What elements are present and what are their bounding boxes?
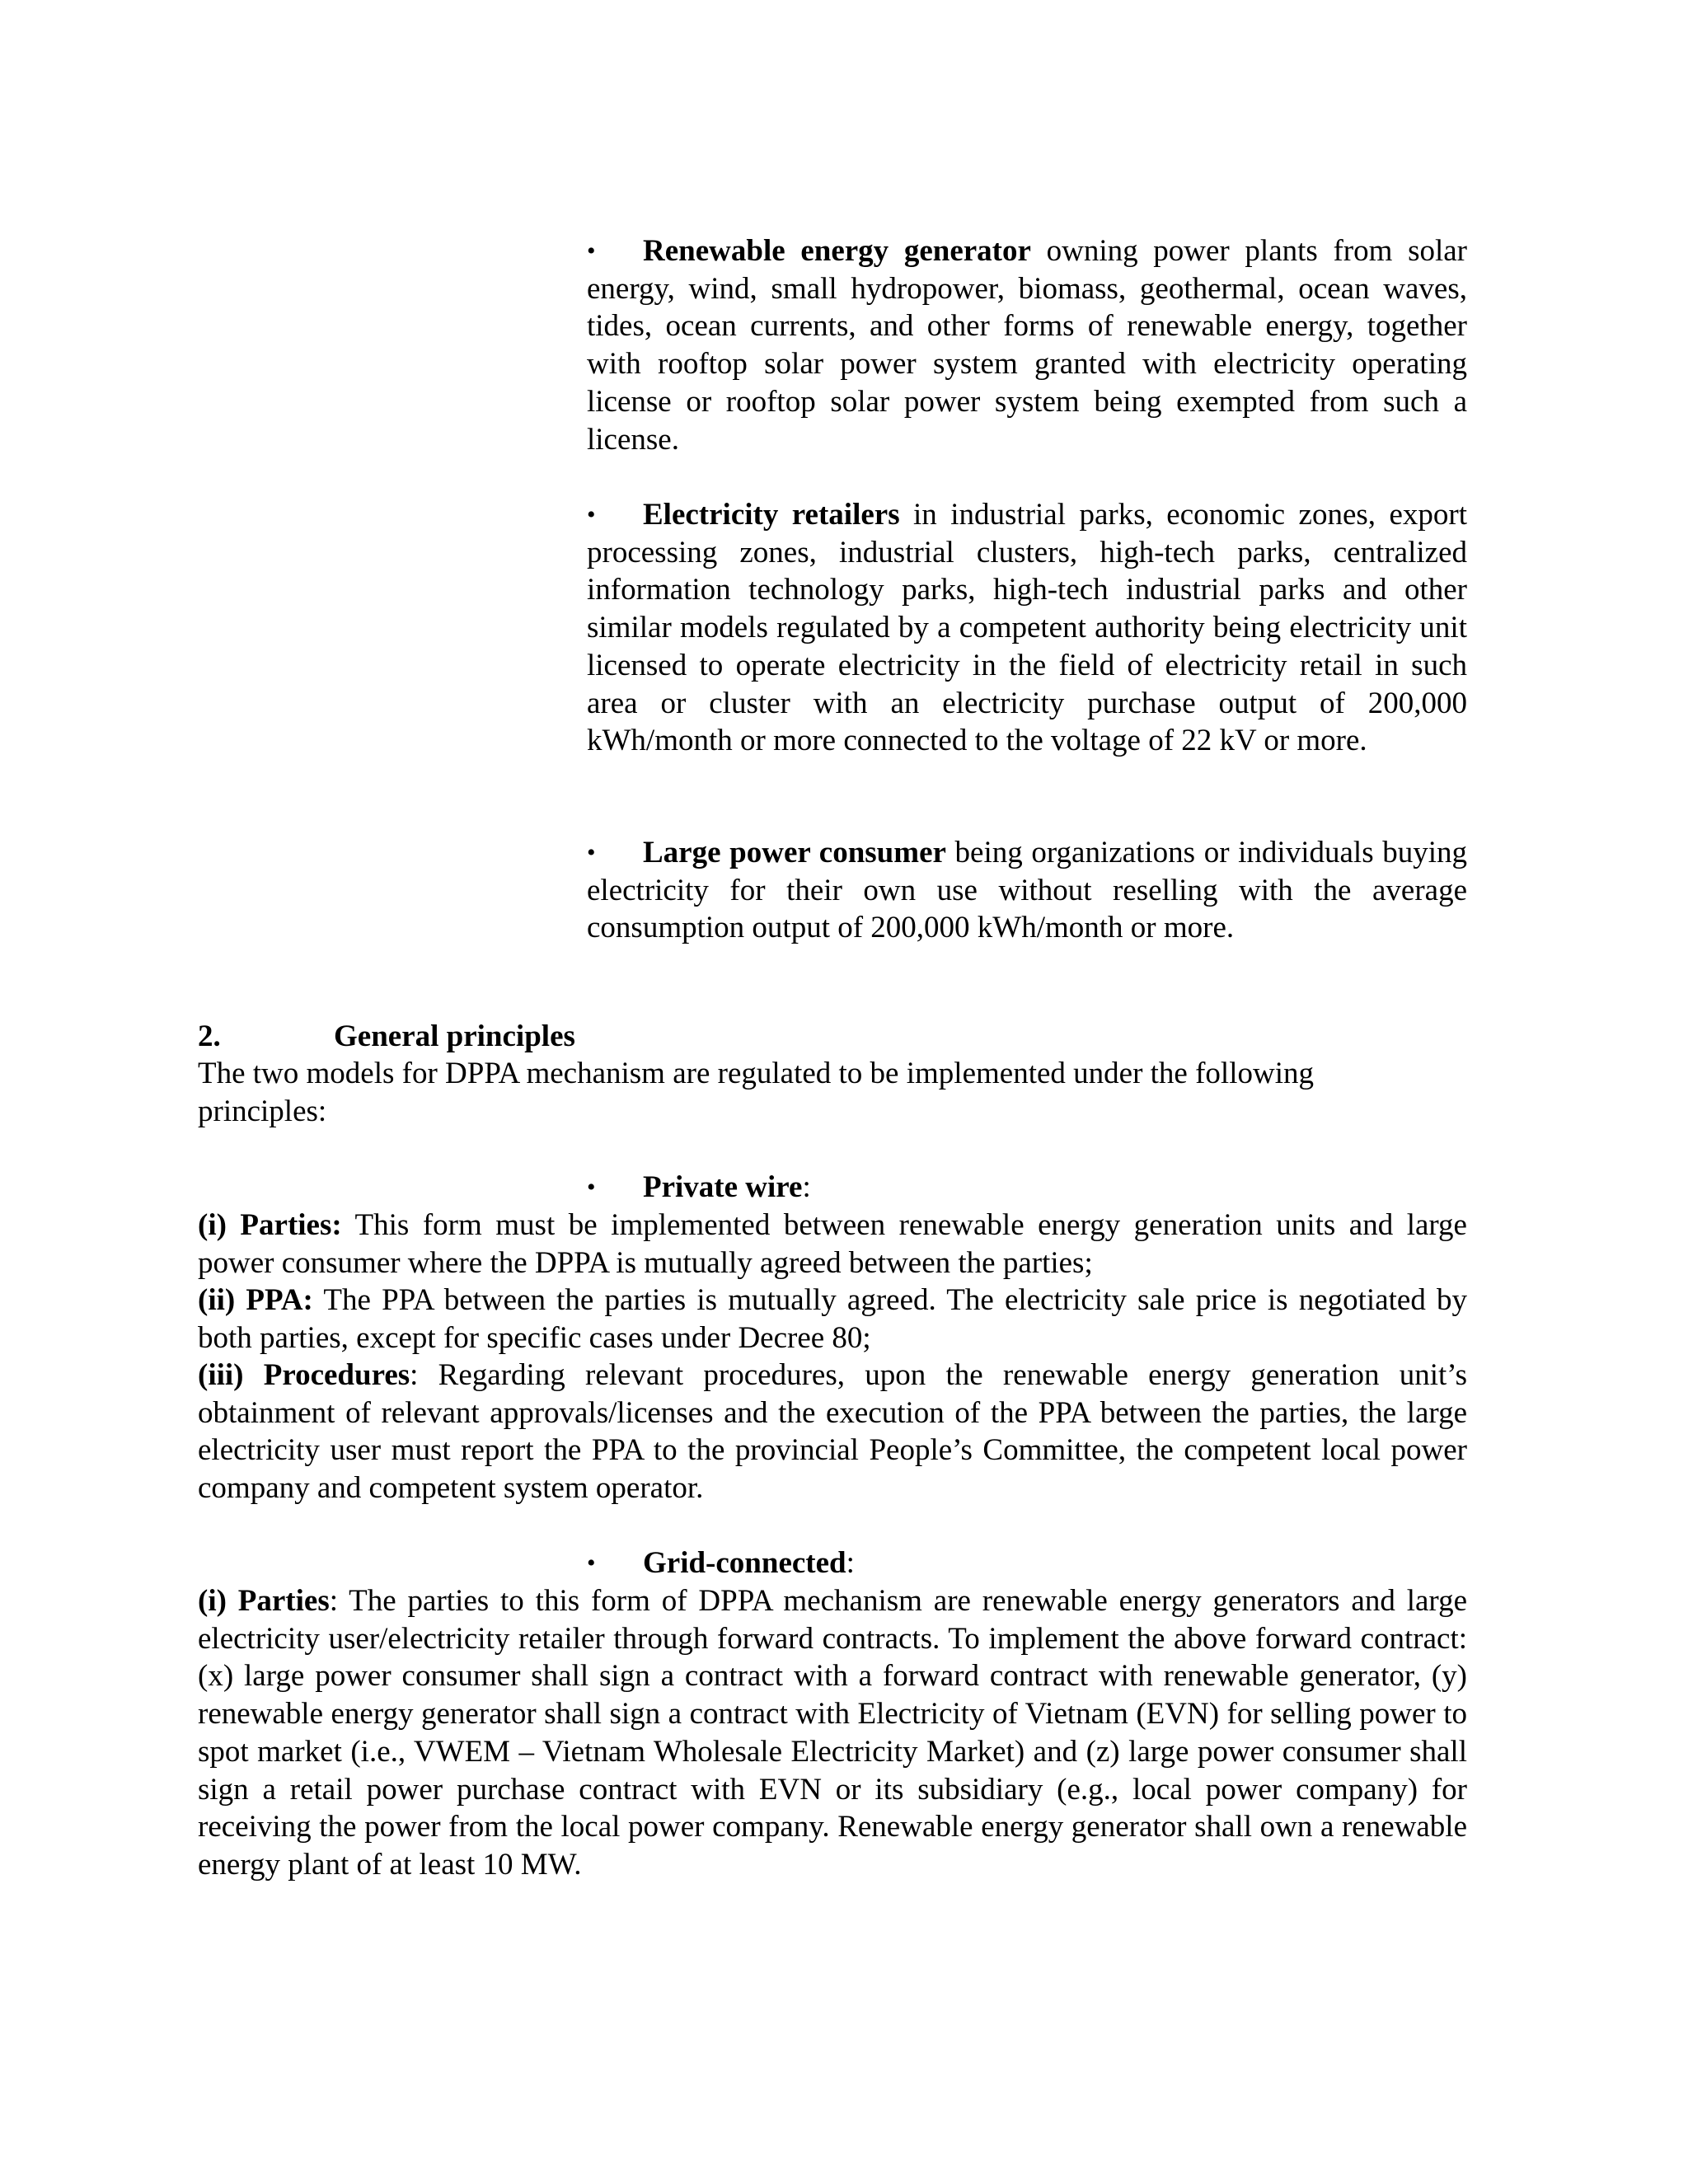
bullet-icon: •: [587, 237, 596, 265]
definition-item-electricity-retailers: [587, 496, 1467, 760]
private-wire-parties: [198, 1207, 1467, 1282]
private-wire-ppa: [198, 1282, 1467, 1357]
bullet-icon: •: [587, 1174, 596, 1201]
ppa-text: The PPA between the parties is mutually agreed. The electricity sale price is negotiated by both parties, except for specific cases under Decree 80;: [198, 1283, 1468, 1355]
definition-item-renewable-generator: [587, 232, 1467, 458]
bullet-icon: •: [587, 1549, 596, 1577]
section-number: 2.: [198, 1019, 221, 1053]
colon: :: [802, 1170, 811, 1204]
ppa-label: (ii) PPA:: [198, 1283, 313, 1317]
bullet-icon: •: [587, 501, 596, 528]
procedures-text: : Regarding relevant procedures, upon the renewable energy generation unit’s obtainment of relevant approvals/licenses and the execution of the PPA between the parties, the large electricity user must report the PPA to the provincial People’s Committee, the competent local power company and competent system operator.: [198, 1358, 1467, 1506]
parties-label: (i) Parties: [198, 1584, 330, 1618]
grid-connected-label: Grid-connected: [643, 1546, 846, 1580]
private-wire-heading: [587, 1169, 1467, 1207]
grid-connected-heading: [587, 1544, 1467, 1582]
definition-term: Renewable energy generator: [643, 234, 1031, 268]
definition-text: owning power plants from solar energy, wind, small hydropower, biomass, geothermal, ocean waves, tides, ocean currents, and other forms of renewable energy, together with rooftop solar power system granted with electricity operating license or rooftop solar power system being exempted from such a license.: [587, 234, 1467, 457]
procedures-label: (iii) Procedures: [198, 1358, 410, 1392]
definition-item-large-power-consumer: [587, 834, 1467, 947]
section-intro: The two models for DPPA mechanism are regulated to be implemented under the following principles:: [198, 1057, 1314, 1128]
definition-paragraph: [587, 834, 1467, 947]
bullet-icon: •: [587, 839, 596, 866]
definition-text: in industrial parks, economic zones, export processing zones, industrial clusters, high-tech parks, centralized information technology parks, high-tech industrial parks and other similar models regulated by a competent authority being electricity unit licensed to operate electricity in the field of electricity retail in such area or cluster with an electricity purchase output of 200,000 kWh/month or more connected to the voltage of 22 kV or more.: [587, 498, 1467, 758]
parties-text: This form must be implemented between renewable energy generation units and large power consumer where the DPPA is mutually agreed between the parties;: [198, 1208, 1467, 1280]
section-title: General principles: [334, 1019, 575, 1053]
parties-label: (i) Parties:: [198, 1208, 342, 1242]
definition-term: Electricity retailers: [643, 498, 900, 532]
private-wire-procedures: [198, 1357, 1467, 1507]
definition-term: Large power consumer: [643, 836, 946, 869]
section-heading: [198, 1018, 575, 1056]
definition-paragraph: [587, 496, 1467, 760]
parties-text: : The parties to this form of DPPA mechanism are renewable energy generators and large electricity user/electricity retailer through forward contracts. To implement the above forward contract: (x) large power consumer shall sign a contract with a forward contract with renewable generator, (y) renewable energy generator shall sign a contract with Electricity of Vietnam (EVN) for selling power to spot market (i.e., VWEM – Vietnam Wholesale Electricity Market) and (z) large power consumer shall sign a retail power purchase contract with EVN or its subsidiary (e.g., local power company) for receiving the power from the local power company. Renewable energy generator shall own a renewable energy plant of at least 10 MW.: [198, 1584, 1467, 1882]
private-wire-label: Private wire: [643, 1170, 803, 1204]
grid-connected-parties: [198, 1582, 1467, 1884]
definition-paragraph: [587, 232, 1467, 458]
definition-text: being organizations or individuals buying electricity for their own use without reselling with the average consumption output of 200,000 kWh/month or more.: [587, 836, 1468, 945]
colon: :: [846, 1546, 855, 1580]
